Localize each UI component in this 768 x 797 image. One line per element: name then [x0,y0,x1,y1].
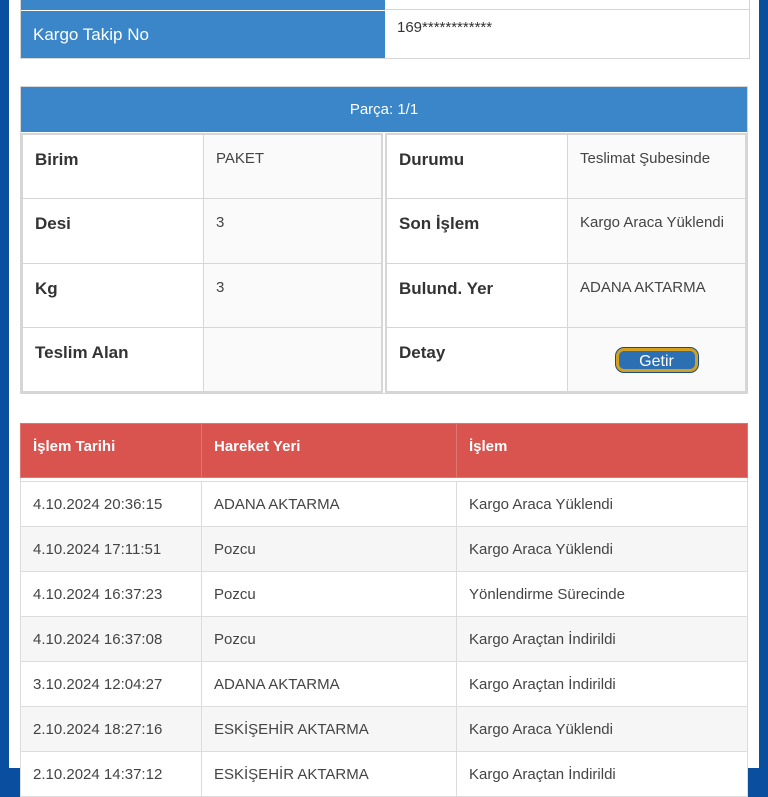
history-date: 2.10.2024 18:27:16 [21,707,202,752]
detail-cell [568,327,746,391]
movement-history-table [20,423,748,797]
previous-row [21,0,749,10]
history-date: 4.10.2024 16:37:23 [21,572,202,617]
weight-label: Kg [23,263,204,327]
location-label: Bulund. Yer [387,263,568,327]
history-operation: Kargo Araca Yüklendi [457,707,748,752]
header-operation: İşlem [457,424,748,478]
history-date: 2.10.2024 14:37:12 [21,752,202,797]
history-date: 3.10.2024 12:04:27 [21,662,202,707]
tracking-table [20,0,750,59]
history-date: 4.10.2024 20:36:15 [21,482,202,527]
recipient-label: Teslim Alan [23,327,204,391]
history-row [21,572,748,617]
desi-value: 3 [204,199,382,263]
history-row [21,752,748,797]
last-operation-value: Kargo Araca Yüklendi [568,199,746,263]
parcel-title: Parça: 1/1 [21,87,747,132]
history-operation: Kargo Araçtan İndirildi [457,617,748,662]
weight-value: 3 [204,263,382,327]
parcel-panel [20,86,748,394]
header-location: Hareket Yeri [202,424,457,478]
history-location: ESKİŞEHİR AKTARMA [202,707,457,752]
parcel-details-left [21,133,383,393]
history-operation: Kargo Araçtan İndirildi [457,752,748,797]
header-date: İşlem Tarihi [21,424,202,478]
history-location: ADANA AKTARMA [202,662,457,707]
last-operation-label: Son İşlem [387,199,568,263]
history-location: Pozcu [202,527,457,572]
unit-value: PAKET [204,135,382,199]
recipient-value [204,327,382,391]
unit-label: Birim [23,135,204,199]
history-row [21,617,748,662]
history-row [21,482,748,527]
history-date: 4.10.2024 17:11:51 [21,527,202,572]
history-operation: Kargo Araçtan İndirildi [457,662,748,707]
history-row [21,527,748,572]
history-operation: Kargo Araca Yüklendi [457,527,748,572]
detail-label: Detay [387,327,568,391]
history-header-row [21,424,748,478]
history-location: Pozcu [202,617,457,662]
history-operation: Yönlendirme Sürecinde [457,572,748,617]
history-date: 4.10.2024 16:37:08 [21,617,202,662]
history-row [21,662,748,707]
parcel-details-right [385,133,747,393]
history-location: ADANA AKTARMA [202,482,457,527]
getir-button[interactable]: Getir [616,348,698,372]
history-location: Pozcu [202,572,457,617]
desi-label: Desi [23,199,204,263]
status-label: Durumu [387,135,568,199]
content-frame [9,0,759,783]
location-value: ADANA AKTARMA [568,263,746,327]
history-operation: Kargo Araca Yüklendi [457,482,748,527]
history-location: ESKİŞEHİR AKTARMA [202,752,457,797]
status-value: Teslimat Şubesinde [568,135,746,199]
tracking-number-value: 169************ [397,19,493,36]
history-row [21,707,748,752]
tracking-number-label: Kargo Takip No [21,11,385,58]
